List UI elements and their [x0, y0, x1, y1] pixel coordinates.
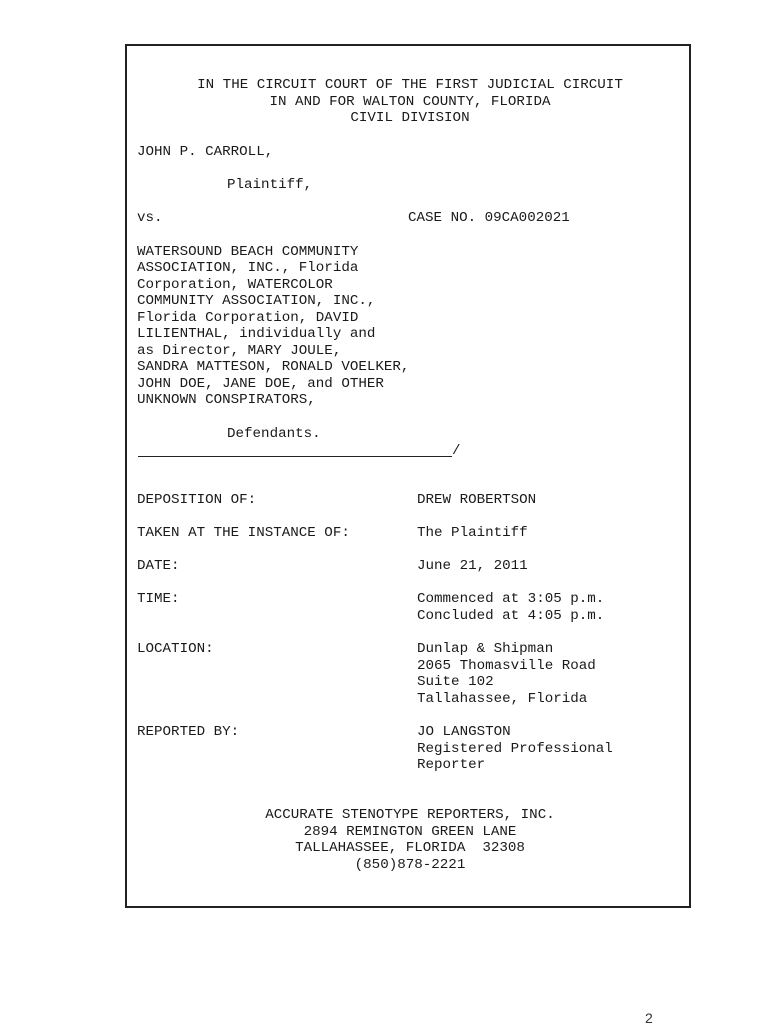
- reporter-line: Reporter: [417, 757, 486, 773]
- instance-of-value: The Plaintiff: [417, 525, 528, 541]
- plaintiff-role: Plaintiff,: [227, 177, 313, 193]
- time-label: TIME:: [137, 591, 180, 607]
- instance-of-label: TAKEN AT THE INSTANCE OF:: [137, 525, 350, 541]
- defendant-line: SANDRA MATTESON, RONALD VOELKER,: [137, 359, 410, 375]
- date-label: DATE:: [137, 558, 180, 574]
- location-line: Suite 102: [417, 674, 494, 690]
- court-title-line-1: IN THE CIRCUIT COURT OF THE FIRST JUDICIAL CIRCUIT: [197, 77, 623, 93]
- reported-by-label: REPORTED BY:: [137, 724, 240, 740]
- defendant-line: ASSOCIATION, INC., Florida: [137, 260, 359, 276]
- caption-slash: /: [452, 443, 461, 459]
- location-label: LOCATION:: [137, 641, 214, 657]
- court-title-line-2: IN AND FOR WALTON COUNTY, FLORIDA: [269, 94, 551, 110]
- versus-label: vs.: [137, 210, 163, 226]
- location-line: Dunlap & Shipman: [417, 641, 554, 657]
- transcript-page: [125, 44, 691, 908]
- caption-underline: [138, 456, 452, 457]
- defendant-line: JOHN DOE, JANE DOE, and OTHER: [137, 376, 384, 392]
- defendant-line: Florida Corporation, DAVID: [137, 310, 359, 326]
- time-concluded: Concluded at 4:05 p.m.: [417, 608, 605, 624]
- page-number: 2: [645, 1010, 653, 1026]
- reporter-line: JO LANGSTON: [417, 724, 511, 740]
- firm-phone: (850)878-2221: [354, 857, 466, 873]
- date-value: June 21, 2011: [417, 558, 528, 574]
- reporter-line: Registered Professional: [417, 741, 613, 757]
- location-line: Tallahassee, Florida: [417, 691, 588, 707]
- firm-street: 2894 REMINGTON GREEN LANE: [303, 824, 517, 840]
- defendants-role: Defendants.: [227, 426, 321, 442]
- location-line: 2065 Thomasville Road: [417, 658, 596, 674]
- defendant-line: COMMUNITY ASSOCIATION, INC.,: [137, 293, 376, 309]
- firm-name: ACCURATE STENOTYPE REPORTERS, INC.: [265, 807, 555, 823]
- defendant-line: Corporation, WATERCOLOR: [137, 277, 333, 293]
- plaintiff-name: JOHN P. CARROLL,: [137, 144, 274, 160]
- time-commenced: Commenced at 3:05 p.m.: [417, 591, 605, 607]
- defendant-line: WATERSOUND BEACH COMMUNITY: [137, 244, 359, 260]
- firm-city: TALLAHASSEE, FLORIDA 32308: [295, 840, 525, 856]
- court-division: CIVIL DIVISION: [350, 110, 470, 126]
- defendant-line: LILIENTHAL, individually and: [137, 326, 376, 342]
- deposition-of-label: DEPOSITION OF:: [137, 492, 257, 508]
- defendant-line: UNKNOWN CONSPIRATORS,: [137, 392, 316, 408]
- case-number: CASE NO. 09CA002021: [408, 210, 570, 226]
- deposition-of-value: DREW ROBERTSON: [417, 492, 537, 508]
- defendant-line: as Director, MARY JOULE,: [137, 343, 342, 359]
